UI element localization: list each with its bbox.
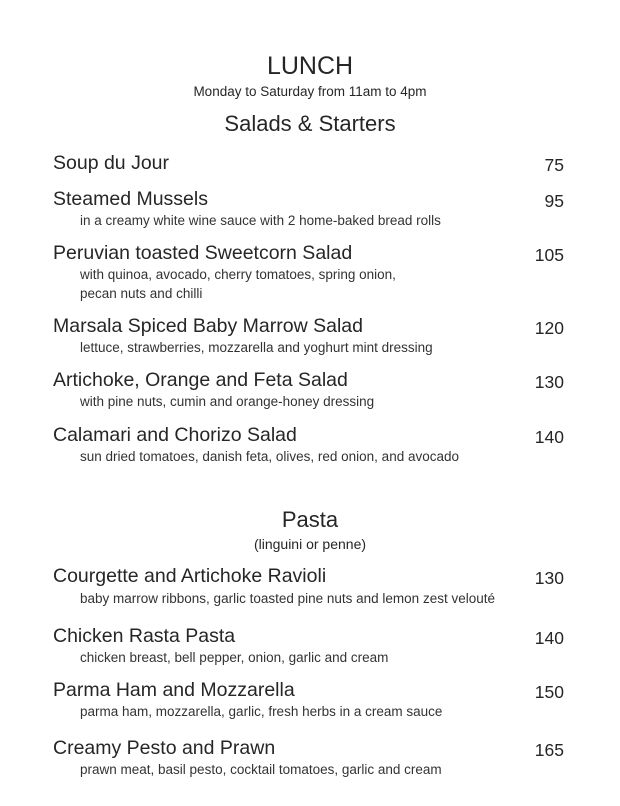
item-name: Chicken Rasta Pasta <box>53 625 236 647</box>
section-note: (linguini or penne) <box>253 536 367 552</box>
item-name: Peruvian toasted Sweetcorn Salad <box>53 242 353 264</box>
item-name: Courgette and Artichoke Ravioli <box>53 565 327 587</box>
item-name: Calamari and Chorizo Salad <box>53 424 297 446</box>
item-description: sun dried tomatoes, danish feta, olives, red onion, and avocado <box>80 449 459 464</box>
section-heading-salads: Salads & Starters <box>224 111 396 136</box>
item-description-line2: pecan nuts and chilli <box>80 286 203 301</box>
item-description: with pine nuts, cumin and orange-honey dressing <box>80 394 375 409</box>
item-name: Soup du Jour <box>53 152 170 174</box>
item-description: baby marrow ribbons, garlic toasted pine nuts and lemon zest velouté <box>80 591 495 606</box>
item-price: 95 <box>544 191 564 211</box>
item-description: parma ham, mozzarella, garlic, fresh herbs in a cream sauce <box>80 704 443 719</box>
section-heading-pasta: Pasta <box>281 507 339 532</box>
item-description: lettuce, strawberries, mozzarella and yoghurt mint dressing <box>80 340 433 355</box>
item-price: 75 <box>544 155 564 175</box>
item-name: Marsala Spiced Baby Marrow Salad <box>53 315 363 337</box>
menu-hours: Monday to Saturday from 11am to 4pm <box>193 84 427 99</box>
item-price: 130 <box>534 372 564 392</box>
item-price: 140 <box>534 628 564 648</box>
item-description: with quinoa, avocado, cherry tomatoes, spring onion, <box>80 267 396 282</box>
item-description: in a creamy white wine sauce with 2 home-baked bread rolls <box>80 213 441 228</box>
item-price: 140 <box>534 427 564 447</box>
menu-title: LUNCH <box>266 52 354 80</box>
item-description: chicken breast, bell pepper, onion, garlic and cream <box>80 650 389 665</box>
item-price: 150 <box>534 682 564 702</box>
item-price: 130 <box>534 568 564 588</box>
item-price: 165 <box>534 740 564 760</box>
item-price: 120 <box>534 318 564 338</box>
item-name: Parma Ham and Mozzarella <box>53 679 295 701</box>
item-price: 105 <box>534 245 564 265</box>
item-name: Steamed Mussels <box>53 188 208 210</box>
item-name: Artichoke, Orange and Feta Salad <box>53 369 348 391</box>
item-name: Creamy Pesto and Prawn <box>53 737 276 759</box>
item-description: prawn meat, basil pesto, cocktail tomatoes, garlic and cream <box>80 762 442 777</box>
